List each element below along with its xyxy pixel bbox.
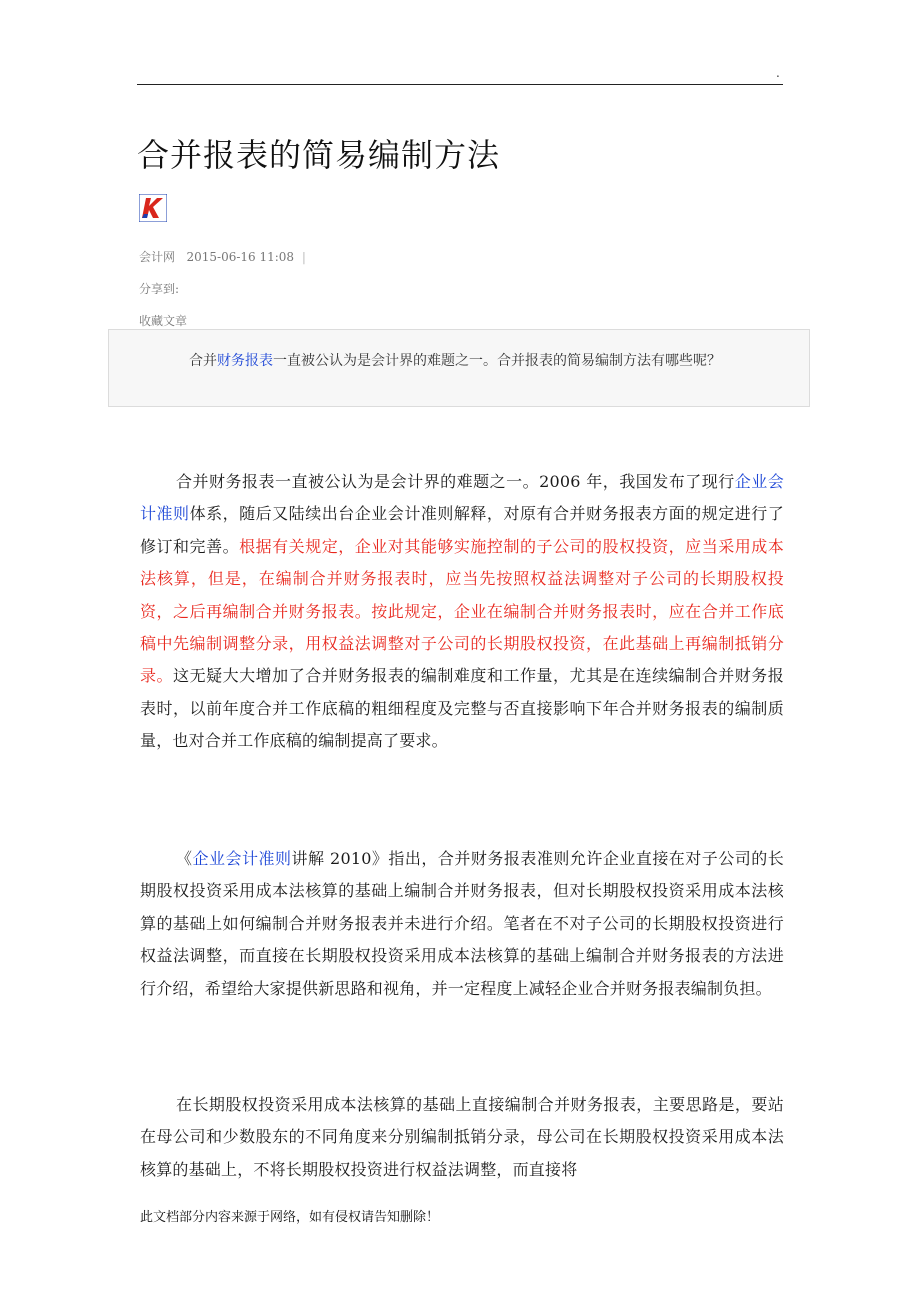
highlighted-text: 根据有关规定，企业对其能够实施控制的子公司的股权投资，应当采用成本法核算，但是，在编制合并财务报表时，应当先按照权益法调整对子公司的长期股权投资，之后再编制合并财务报表。按此规定，企业在编制合并财务报表时，应在合并工作底稿中先编制调整分录，用权益法调整对子公司的长期股权投资，在此基础上再编制抵销分录。 <box>140 536 784 686</box>
paragraph-text: 合并财务报表一直被公认为是会计界的难题之一。2006 年，我国发布了现行 <box>176 472 735 491</box>
k-logo-icon <box>139 194 167 222</box>
page-title: 合并报表的简易编制方法 <box>137 136 501 174</box>
source-label: 会计网 <box>139 250 176 264</box>
summary-text <box>141 348 779 374</box>
paragraph-2 <box>140 843 784 1005</box>
publish-datetime: 2015-06-16 11:08 <box>186 250 295 264</box>
paragraph-text: 讲解 2010》指出，合并财务报表准则允许企业直接在对子公司的长期股权投资采用成本法核算的基础上编制合并财务报表，但对长期股权投资采用成本法核算的基础上如何编制合并财务报表并未进行介绍。笔者在不对子公司的长期股权投资进行权益法调整，而直接在长期股权投资采用成本法核算的基础上编制合并财务报表的方法进行介绍，希望给大家提供新思路和视角，并一定程度上减轻企业合并财务报表编制负担。 <box>140 849 784 998</box>
article-meta <box>139 248 306 265</box>
paragraph-text: 体系，随后又陆续出台企业会计准则解释，对原有合并财务报表方面的规定进行了修订和完善。 <box>140 504 784 556</box>
header-dot: . <box>776 66 780 80</box>
paragraph-text: 在长期股权投资采用成本法核算的基础上直接编制合并财务报表，主要思路是，要站在母公司和少数股东的不同角度来分别编制抵销分录，母公司在长期股权投资采用成本法核算的基础上，不将长期股权投资进行权益法调整，而直接将 <box>140 1095 784 1179</box>
header-rule <box>137 84 783 85</box>
summary-box <box>108 329 810 407</box>
paragraph-text: 《 <box>176 849 193 868</box>
paragraph-3 <box>140 1089 784 1186</box>
summary-text-part: 一直被公认为是会计界的难题之一。合并报表的简易编制方法有哪些呢？ <box>273 353 721 369</box>
paragraph-1 <box>140 466 784 758</box>
paragraph-text: 这无疑大大增加了合并财务报表的编制难度和工作量，尤其是在连续编制合并财务报表时，以前年度合并工作底稿的粗细程度及完整与否直接影响下年合并财务报表的编制质量，也对合并工作底稿的编制提高了要求。 <box>140 666 784 751</box>
share-label[interactable]: 分享到: <box>139 282 180 296</box>
financial-report-link[interactable]: 财务报表 <box>217 353 273 369</box>
summary-text-part: 合并 <box>189 353 217 369</box>
meta-separator: | <box>301 250 306 264</box>
favorite-link[interactable]: 收藏文章 <box>139 314 188 328</box>
footer-note: 此文档部分内容来源于网络，如有侵权请告知删除！ <box>140 1210 440 1225</box>
accounting-standards-link[interactable]: 企业会计准则 <box>192 849 292 868</box>
accounting-standards-link[interactable]: 企业会计准则 <box>140 472 784 524</box>
